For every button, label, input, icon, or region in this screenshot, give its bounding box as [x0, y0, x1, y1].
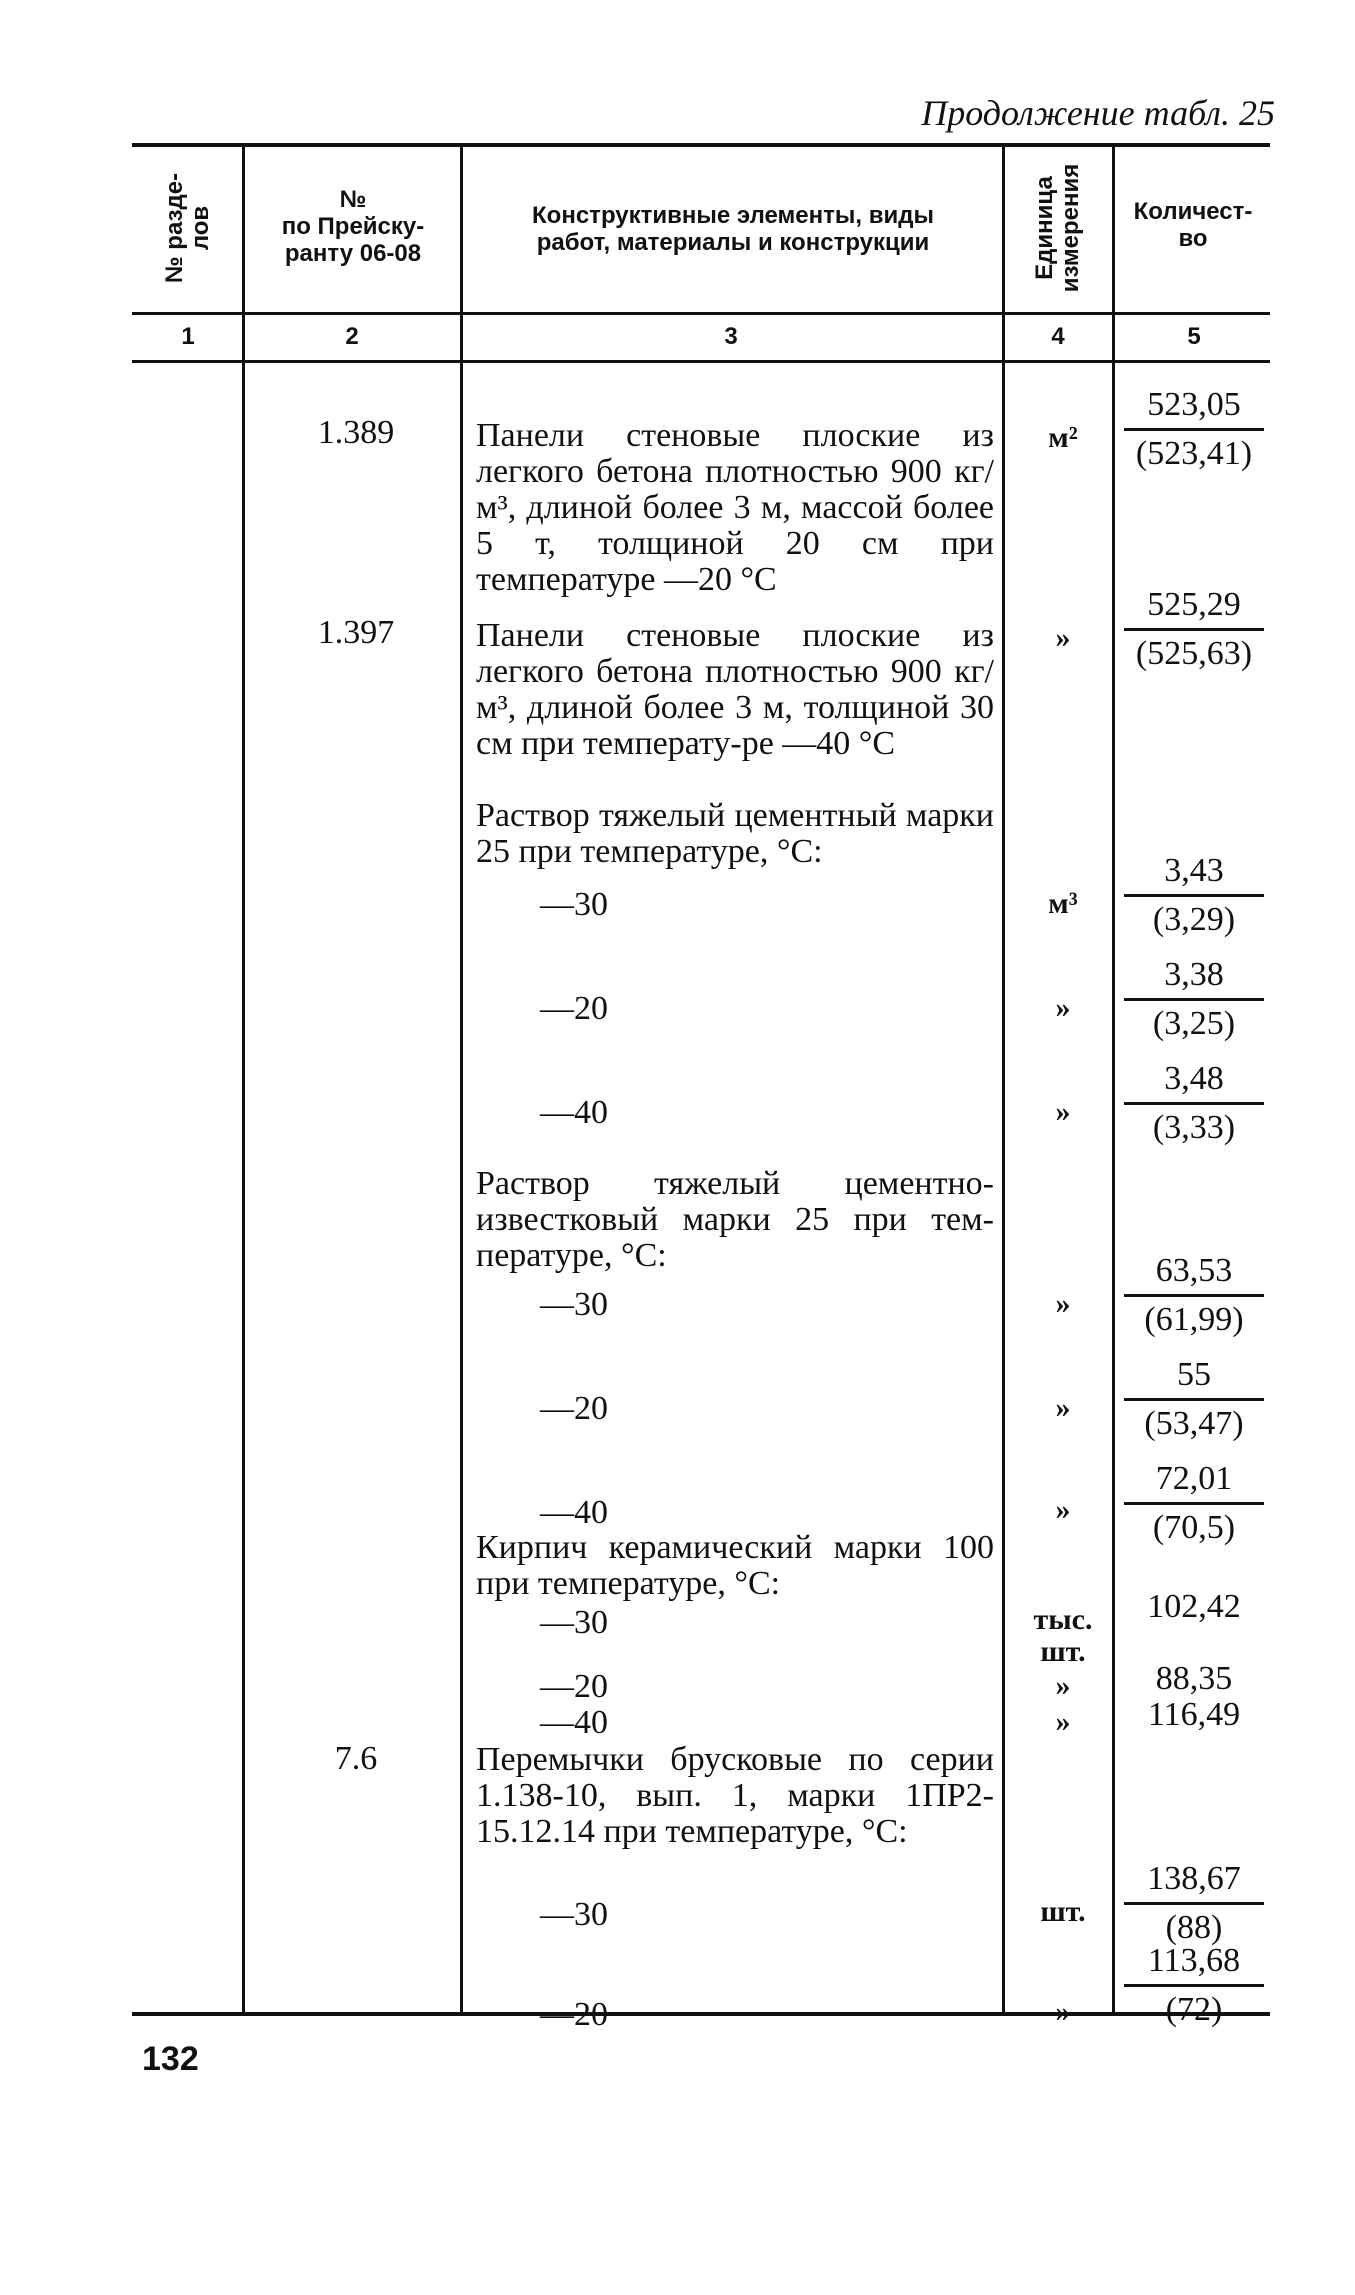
- column-number-rule: [132, 360, 1270, 363]
- temperature-label: —20: [540, 1668, 608, 1705]
- unit-cell: »: [1055, 621, 1071, 654]
- temperature-label: —20: [540, 1996, 608, 2033]
- price-code: 1.397: [317, 614, 395, 651]
- fraction-bar: [1124, 1984, 1264, 1987]
- temperature-label: —40: [540, 1494, 608, 1531]
- quantity-alt-value: (525,63): [1135, 635, 1253, 672]
- column-rule-1: [242, 147, 245, 2012]
- fraction-bar: [1124, 1102, 1264, 1105]
- quantity-value: 525,29: [1147, 586, 1241, 623]
- quantity-cell: [1124, 1696, 1264, 1734]
- temperature-label: —40: [540, 1094, 608, 1131]
- unit-cell: »: [1055, 1287, 1071, 1320]
- group-description: Раствор тяжелый цементно-известковый марки 25 при тем-пературе, °С:: [476, 1165, 994, 1274]
- unit-cell: »: [1055, 1493, 1071, 1526]
- fraction-bar: [1124, 998, 1264, 1001]
- quantity-cell: [1124, 386, 1264, 473]
- quantity-cell: [1124, 1588, 1264, 1626]
- quantity-value: 72,01: [1155, 1460, 1233, 1497]
- fraction-bar: [1124, 628, 1264, 631]
- quantity-alt-value: (3,29): [1152, 901, 1236, 938]
- quantity-value: 55: [1177, 1356, 1211, 1393]
- page-number: 132: [142, 2040, 199, 2078]
- unit-cell: м²: [1048, 421, 1078, 454]
- item-description: Панели стеновые плоские из легкого бетона плотностью 900 кг/м³, длиной более 3 м, толщиной 30 см при температу-ре —40 °С: [476, 617, 994, 762]
- header-section-number: № разде- лов: [161, 172, 214, 284]
- quantity-cell: [1124, 1942, 1264, 2029]
- quantity-alt-value: (523,41): [1135, 435, 1253, 472]
- header-description: Конструктивные элементы, виды работ, материалы и конструкции: [532, 202, 934, 256]
- quantity-cell: [1124, 586, 1264, 673]
- temperature-label: —30: [540, 886, 608, 923]
- quantity-value: 138,67: [1147, 1860, 1241, 1897]
- temperature-label: —30: [540, 1286, 608, 1323]
- temperature-label: —30: [540, 1604, 608, 1641]
- unit-cell: »: [1055, 1391, 1071, 1424]
- column-rule-2: [460, 147, 463, 2012]
- quantity-alt-value: (88): [1165, 1909, 1223, 1946]
- quantity-cell: [1124, 956, 1264, 1043]
- quantity-value: 3,48: [1164, 1060, 1224, 1097]
- unit-cell: »: [1055, 1995, 1071, 2028]
- column-number-4: 4: [1051, 323, 1065, 350]
- unit-cell: »: [1055, 1669, 1071, 1702]
- quantity-value: 523,05: [1147, 386, 1241, 423]
- quantity-value: 3,43: [1164, 852, 1224, 889]
- quantity-value: 102,42: [1147, 1588, 1241, 1625]
- fraction-bar: [1124, 428, 1264, 431]
- temperature-label: —40: [540, 1704, 608, 1741]
- quantity-cell: [1124, 1660, 1264, 1698]
- quantity-alt-value: (3,25): [1152, 1005, 1236, 1042]
- header-unit: Единица измерения: [1031, 163, 1084, 293]
- price-code: 7.6: [334, 1740, 378, 1777]
- quantity-alt-value: (3,33): [1152, 1109, 1236, 1146]
- group-description: Кирпич керамический марки 100 при температуре, °С:: [476, 1529, 994, 1602]
- header-quantity: Количест- во: [1133, 198, 1253, 252]
- quantity-value: 116,49: [1147, 1696, 1241, 1733]
- temperature-label: —20: [540, 1390, 608, 1427]
- fraction-bar: [1124, 1502, 1264, 1505]
- fraction-bar: [1124, 1294, 1264, 1297]
- unit-cell: тыс. шт.: [1033, 1603, 1093, 1668]
- quantity-alt-value: (61,99): [1144, 1301, 1244, 1338]
- quantity-alt-value: (70,5): [1152, 1509, 1236, 1546]
- header-price-list-number: № по Прейску- ранту 06-08: [281, 186, 425, 267]
- temperature-label: —20: [540, 990, 608, 1027]
- column-number-2: 2: [345, 323, 359, 350]
- quantity-value: 63,53: [1155, 1252, 1233, 1289]
- group-description: Раствор тяжелый цементный марки 25 при температуре, °С:: [476, 797, 994, 870]
- unit-cell: »: [1055, 1705, 1071, 1738]
- quantity-value: 3,38: [1164, 956, 1224, 993]
- header-bottom-rule: [132, 312, 1270, 315]
- unit-cell: шт.: [1040, 1895, 1086, 1928]
- quantity-cell: [1124, 852, 1264, 939]
- temperature-label: —30: [540, 1896, 608, 1933]
- price-code: 1.389: [317, 414, 395, 451]
- item-description: Панели стеновые плоские из легкого бетона плотностью 900 кг/м³, длиной более 3 м, массой более 5 т, толщиной 20 см при температуре —20 °С: [476, 417, 994, 598]
- unit-cell: »: [1055, 991, 1071, 1024]
- column-rule-3: [1002, 147, 1005, 2012]
- quantity-cell: [1124, 1460, 1264, 1547]
- quantity-cell: [1124, 1252, 1264, 1339]
- quantity-value: 88,35: [1155, 1660, 1233, 1697]
- unit-cell: »: [1055, 1095, 1071, 1128]
- fraction-bar: [1124, 1902, 1264, 1905]
- column-number-3: 3: [724, 323, 738, 350]
- table-continuation-caption: Продолжение табл. 25: [921, 93, 1275, 133]
- item-description: Перемычки брусковые по серии 1.138-10, вып. 1, марки 1ПР2-15.12.14 при температуре, °С:: [476, 1741, 994, 1850]
- column-number-5: 5: [1187, 323, 1201, 350]
- quantity-value: 113,68: [1147, 1942, 1241, 1979]
- unit-cell: м³: [1048, 887, 1078, 920]
- quantity-alt-value: (53,47): [1144, 1405, 1244, 1442]
- fraction-bar: [1124, 894, 1264, 897]
- quantity-cell: [1124, 1356, 1264, 1443]
- table-top-rule: [132, 143, 1270, 147]
- quantity-cell: [1124, 1060, 1264, 1147]
- quantity-alt-value: (72): [1165, 1991, 1223, 2028]
- fraction-bar: [1124, 1398, 1264, 1401]
- quantity-cell: [1124, 1860, 1264, 1947]
- column-number-1: 1: [181, 323, 195, 350]
